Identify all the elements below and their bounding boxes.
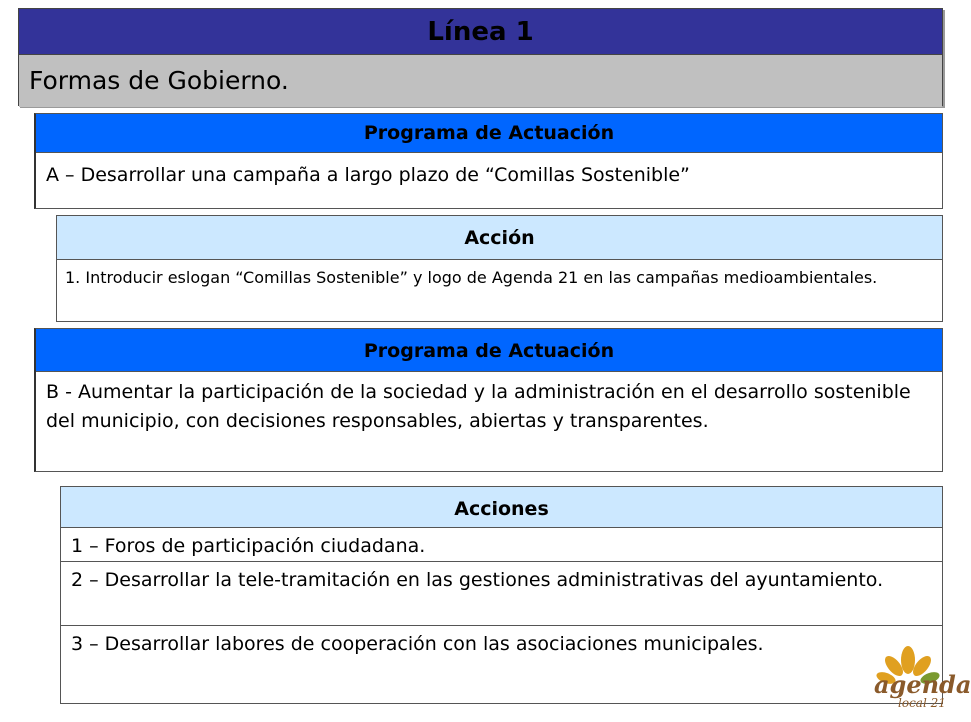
acciones-header: Acciones <box>61 487 942 528</box>
logo-sub-text: local 21 <box>898 696 946 710</box>
programa-a-box <box>34 113 943 209</box>
accion-text: 1. Introducir eslogan “Comillas Sostenible” y logo de Agenda 21 en las campañas medioambientales. <box>65 268 878 287</box>
programa-b-text: B - Aumentar la participación de la sociedad y la administración en el desarrollo sostenible del municipio, con decisiones responsables, abiertas y transparentes. <box>46 381 911 432</box>
accion-item-2: 2 – Desarrollar la tele-tramitación en las gestiones administrativas del ayuntamiento. <box>61 562 942 626</box>
logo-brand-text: agenda <box>874 670 971 699</box>
programa-b-box <box>34 328 943 472</box>
agenda-21-logo <box>858 640 971 718</box>
accion-header: Acción <box>57 216 942 260</box>
programa-a-text: A – Desarrollar una campaña a largo plazo de “Comillas Sostenible” <box>46 164 690 186</box>
acciones-box <box>60 486 943 704</box>
linea-subtitle: Formas de Gobierno. <box>19 55 942 107</box>
accion-box <box>56 215 943 322</box>
accion-item-1: 1 – Foros de participación ciudadana. <box>61 528 942 562</box>
linea-box <box>18 8 943 106</box>
linea-title: Línea 1 <box>19 9 942 55</box>
accion-item-3: 3 – Desarrollar labores de cooperación con las asociaciones municipales. <box>71 633 764 655</box>
programa-b-header: Programa de Actuación <box>36 329 942 372</box>
programa-a-header: Programa de Actuación <box>36 114 942 153</box>
